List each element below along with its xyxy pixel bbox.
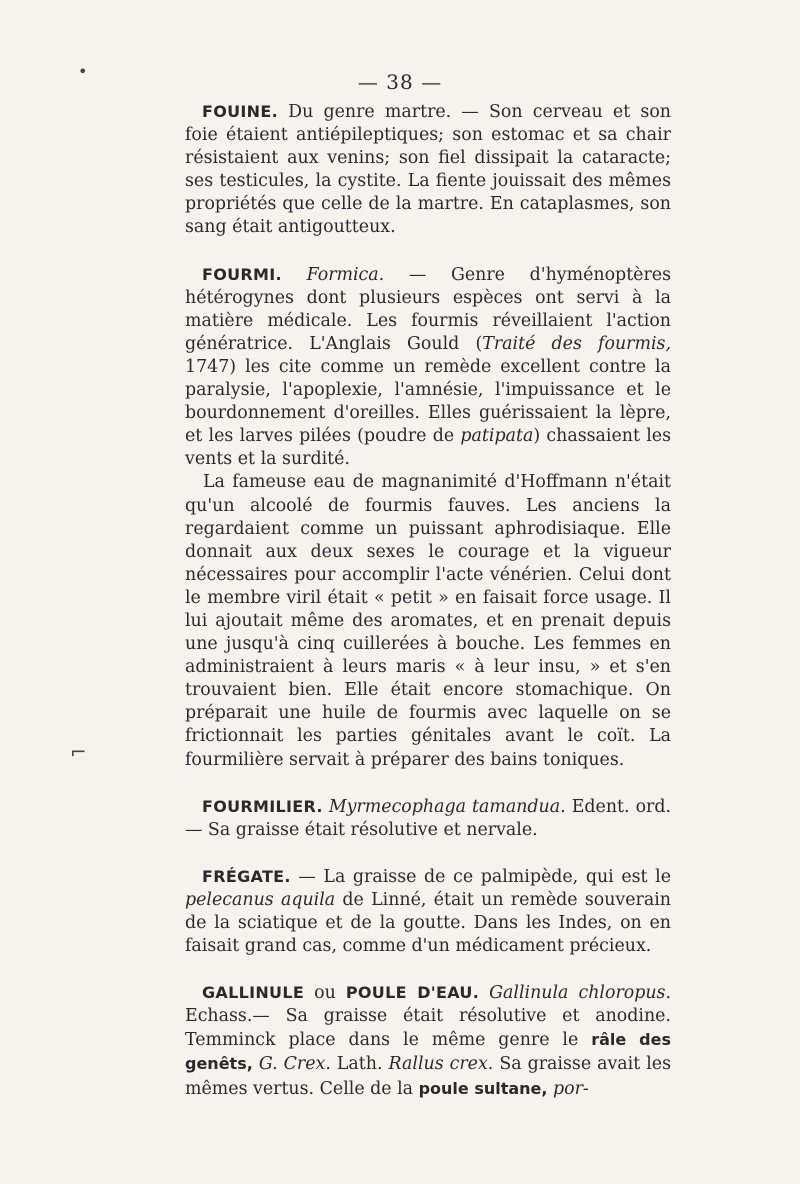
- entry-heading-alt: POULE D'EAU.: [345, 983, 480, 1003]
- latin-name: G. Crex.: [258, 1054, 331, 1075]
- entry-fourmi: [185, 263, 671, 472]
- entry-fourmi-paragraph-2: La fameuse eau de magnanimité d'Hoffmann n'était qu'un alcoolé de fourmis fauves. Les anciens la regardaient comme un puissant aphrodisiaque. Elle donnait aux deux sexes le courage et la vigueur nécessaires pour accomplir l'acte vénérien. Celui dont le membre viril était « petit » en faisait force usage. Il lui ajoutait même des aromates, et en prenait depuis une jusqu'à cinq cuillerées à bouche. Les femmes en administraient à leurs maris « à leur insu, » et s'en trouvaient bien. Elle était encore stomachique. On préparait une huile de fourmis avec laquelle on se frictionnait les parties génitales avant le coït. La fourmilière servait à préparer des bains toniques.: [185, 472, 671, 770]
- entry-fourmilier: [185, 795, 671, 842]
- entry-text: — La graisse de ce palmipède, qui est le: [290, 866, 671, 887]
- entry-text: Sa graisse avait les mêmes vertus. Celle de la: [185, 1054, 672, 1099]
- entry-heading: FRÉGATE.: [202, 866, 291, 886]
- entry-text: ou: [304, 983, 346, 1004]
- latin-name: Rallus crex.: [388, 1054, 494, 1075]
- latin-name: por-: [553, 1078, 589, 1099]
- entry-heading: FOURMI.: [202, 264, 282, 284]
- entry-text: de Linné, était un remède souverain de la sciatique et de la goutte. Dans les Indes, on en faisait grand cas, comme d'un médicament précieux.: [185, 889, 671, 957]
- entry-fregate: [185, 865, 671, 958]
- entry-text: ) chassaient les vents et la surdité.: [185, 426, 671, 470]
- page-body: [185, 100, 671, 1101]
- latin-name: Formica.: [306, 264, 385, 285]
- latin-term: patipata: [460, 426, 534, 447]
- entry-text: — Genre d'hyménoptères hétérogynes dont plusieurs espèces ont servi à la matière médicale. Les fourmis réveillaient l'action génératrice. L'Anglais Gould (: [185, 264, 672, 354]
- entry-heading: FOURMILIER.: [202, 796, 323, 816]
- latin-name: Gallinula chloropus.: [489, 983, 672, 1004]
- entry-fouine: [185, 100, 671, 240]
- entry-text: Du genre martre. — Son cerveau et son foie étaient antiépileptiques; son estomac et sa chair résistaient aux venins; son fiel dissipait la cataracte; ses testicules, la cystite. La fiente jouissait des mêmes propriétés que celle de la martre. En cataplasmes, son sang était antigoutteux.: [185, 102, 671, 238]
- entry-text: Edent. ord. — Sa graisse était résolutive et nervale.: [185, 796, 672, 840]
- page-number: — 38 —: [357, 70, 443, 94]
- entry-text: Echass.— Sa graisse était résolutive et anodine. Temminck place dans le même genre le: [185, 1006, 671, 1051]
- bold-term: poule sultane,: [418, 1078, 548, 1098]
- bold-term: râle des genêts,: [185, 1030, 671, 1074]
- margin-dot: •: [78, 62, 88, 81]
- entry-heading: GALLINULE: [202, 983, 305, 1003]
- entry-text: Lath.: [330, 1054, 389, 1075]
- margin-bracket: ⌐: [70, 740, 87, 764]
- entry-gallinule: [185, 981, 671, 1100]
- latin-name: Myrmecophaga tamandua.: [328, 796, 566, 817]
- entry-heading: FOUINE.: [202, 102, 278, 121]
- entry-text: 1747) les cite comme un remède excellent contre la paralysie, l'apoplexie, l'amnésie, l'impuissance et le bourdonnement d'oreilles. Elles guérissaient la lèpre, et les larves pilées (poudre de: [185, 356, 671, 447]
- book-title: Traité des fourmis,: [482, 333, 671, 354]
- latin-name: pelecanus aquila: [185, 889, 336, 910]
